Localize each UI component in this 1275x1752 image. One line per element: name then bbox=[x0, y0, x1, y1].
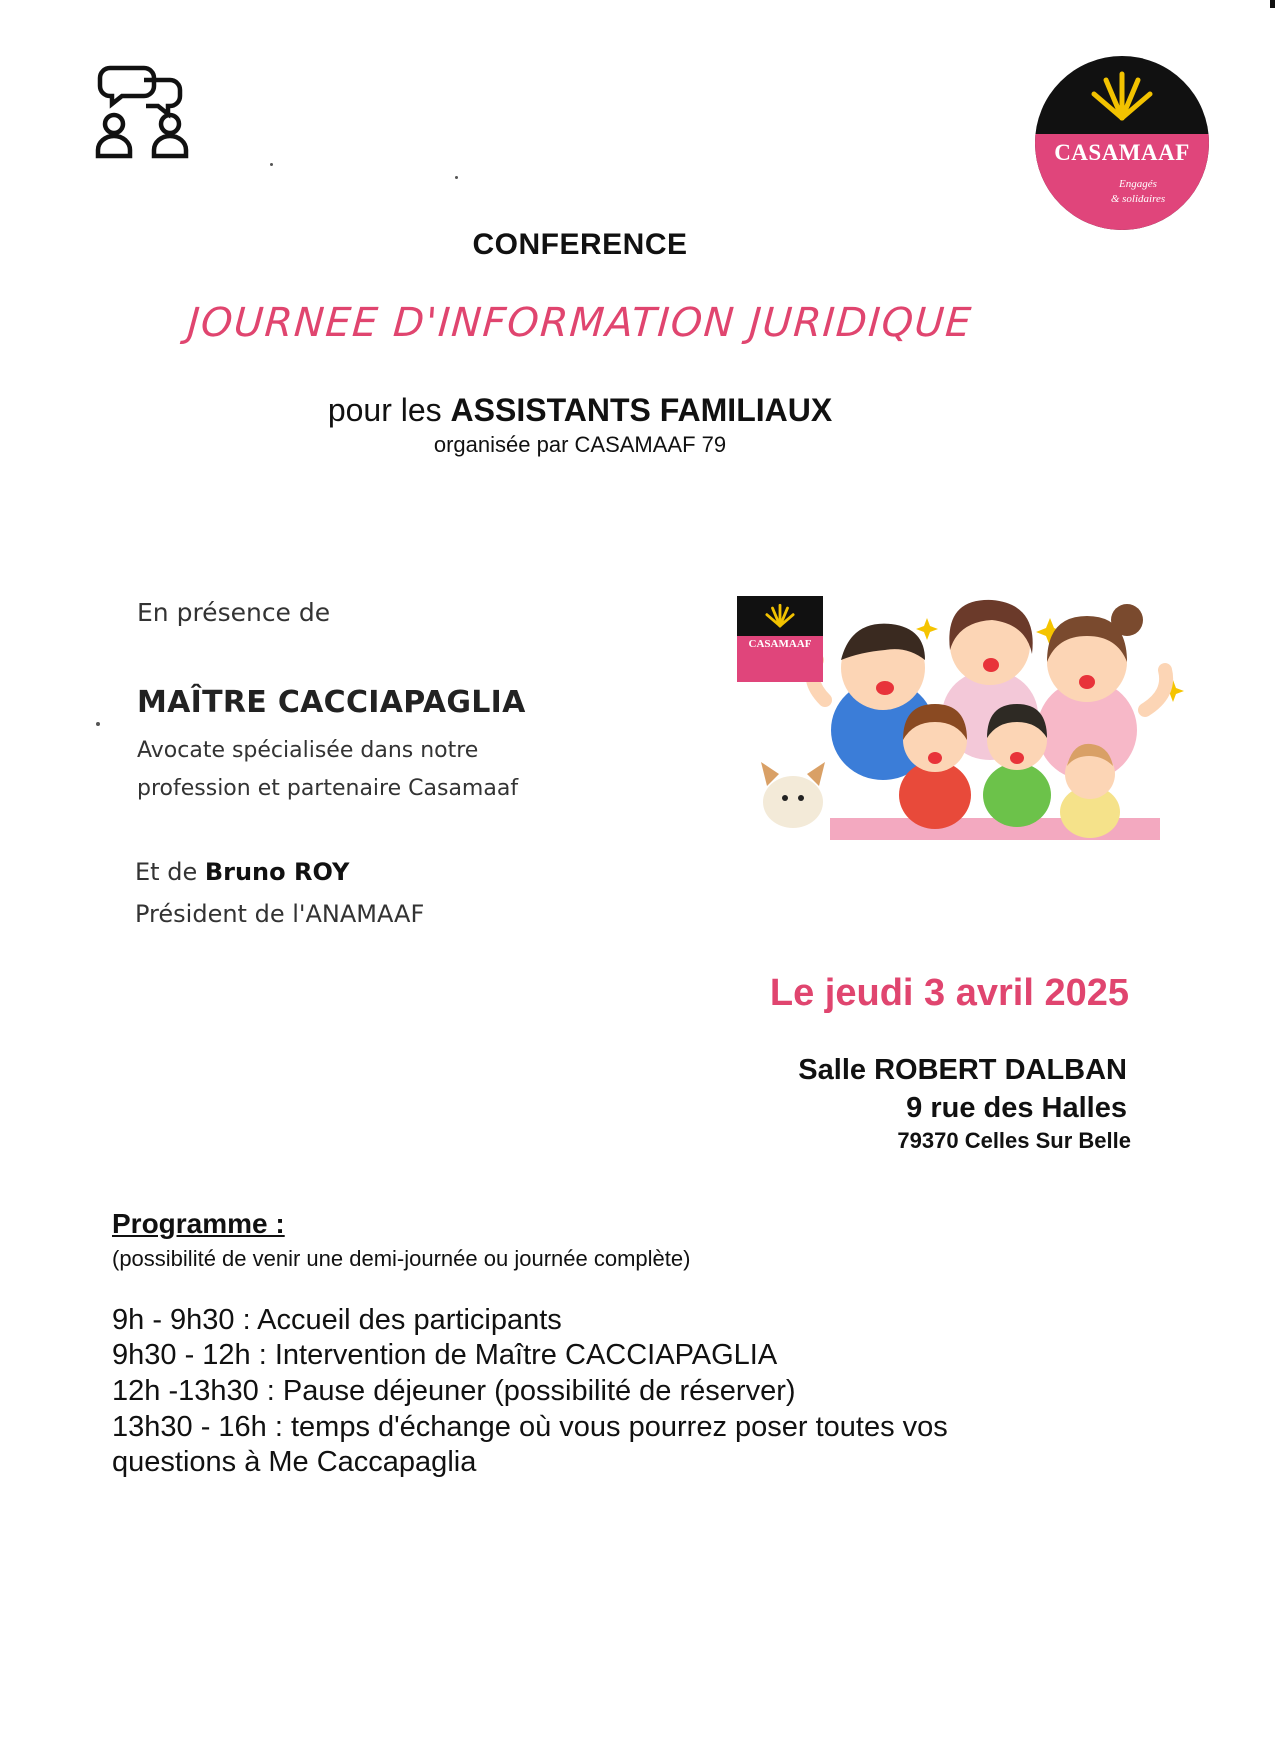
programme-item: 9h30 - 12h : Intervention de Maître CACCIAPAGLIA bbox=[112, 1339, 778, 1371]
venue-city: 79370 Celles Sur Belle bbox=[897, 1128, 1131, 1153]
speaker-main-desc: Avocate spécialisée dans notre bbox=[137, 738, 479, 763]
conference-label: CONFERENCE bbox=[472, 228, 688, 261]
mini-logo-name: CASAMAAF bbox=[748, 638, 812, 650]
venue-name: Salle ROBERT DALBAN bbox=[798, 1054, 1127, 1086]
speaker-second-line bbox=[135, 858, 349, 886]
programme-item: 12h -13h30 : Pause déjeuner (possibilité de réserver) bbox=[112, 1375, 796, 1407]
speaker-second-name: Bruno ROY bbox=[204, 858, 350, 886]
scan-speckle bbox=[270, 163, 273, 166]
hand-logo-icon bbox=[1090, 68, 1154, 130]
page-title: JOURNEE D'INFORMATION JURIDIQUE bbox=[186, 300, 974, 346]
logo-tagline: Engagés bbox=[1119, 178, 1157, 190]
casamaaf-mini-logo bbox=[737, 596, 823, 682]
speaker-second-prefix: Et de bbox=[135, 858, 198, 886]
audience-name: ASSISTANTS FAMILIAUX bbox=[450, 392, 833, 428]
programme-note: (possibilité de venir une demi-journée ou journée complète) bbox=[112, 1246, 691, 1271]
audience-line bbox=[0, 392, 1160, 429]
scan-speckle bbox=[455, 176, 458, 179]
presence-intro: En présence de bbox=[137, 598, 331, 627]
logo-tagline: & solidaires bbox=[1110, 193, 1166, 205]
speaker-main-name: MAÎTRE CACCIAPAGLIA bbox=[137, 685, 526, 720]
programme-item: 13h30 - 16h : temps d'échange où vous pourrez poser toutes vos bbox=[112, 1411, 948, 1443]
event-date: Le jeudi 3 avril 2025 bbox=[769, 972, 1129, 1014]
logo-name: CASAMAAF bbox=[1054, 140, 1190, 165]
chat-people-icon bbox=[92, 58, 192, 163]
venue-street: 9 rue des Halles bbox=[906, 1092, 1127, 1124]
speaker-second-role: Président de l'ANAMAAF bbox=[135, 900, 425, 928]
organiser-line: organisée par CASAMAAF 79 bbox=[433, 432, 727, 457]
hand-logo-icon bbox=[765, 602, 795, 632]
programme-item: questions à Me Caccapaglia bbox=[112, 1446, 477, 1478]
audience-prefix: pour les bbox=[327, 392, 442, 428]
casamaaf-logo bbox=[1035, 56, 1209, 230]
scan-speckle bbox=[96, 722, 100, 726]
programme-title: Programme : bbox=[112, 1208, 285, 1239]
scan-speckle bbox=[1270, 0, 1275, 8]
programme-item: 9h - 9h30 : Accueil des participants bbox=[112, 1304, 562, 1336]
speaker-main-desc: profession et partenaire Casamaaf bbox=[137, 776, 519, 801]
